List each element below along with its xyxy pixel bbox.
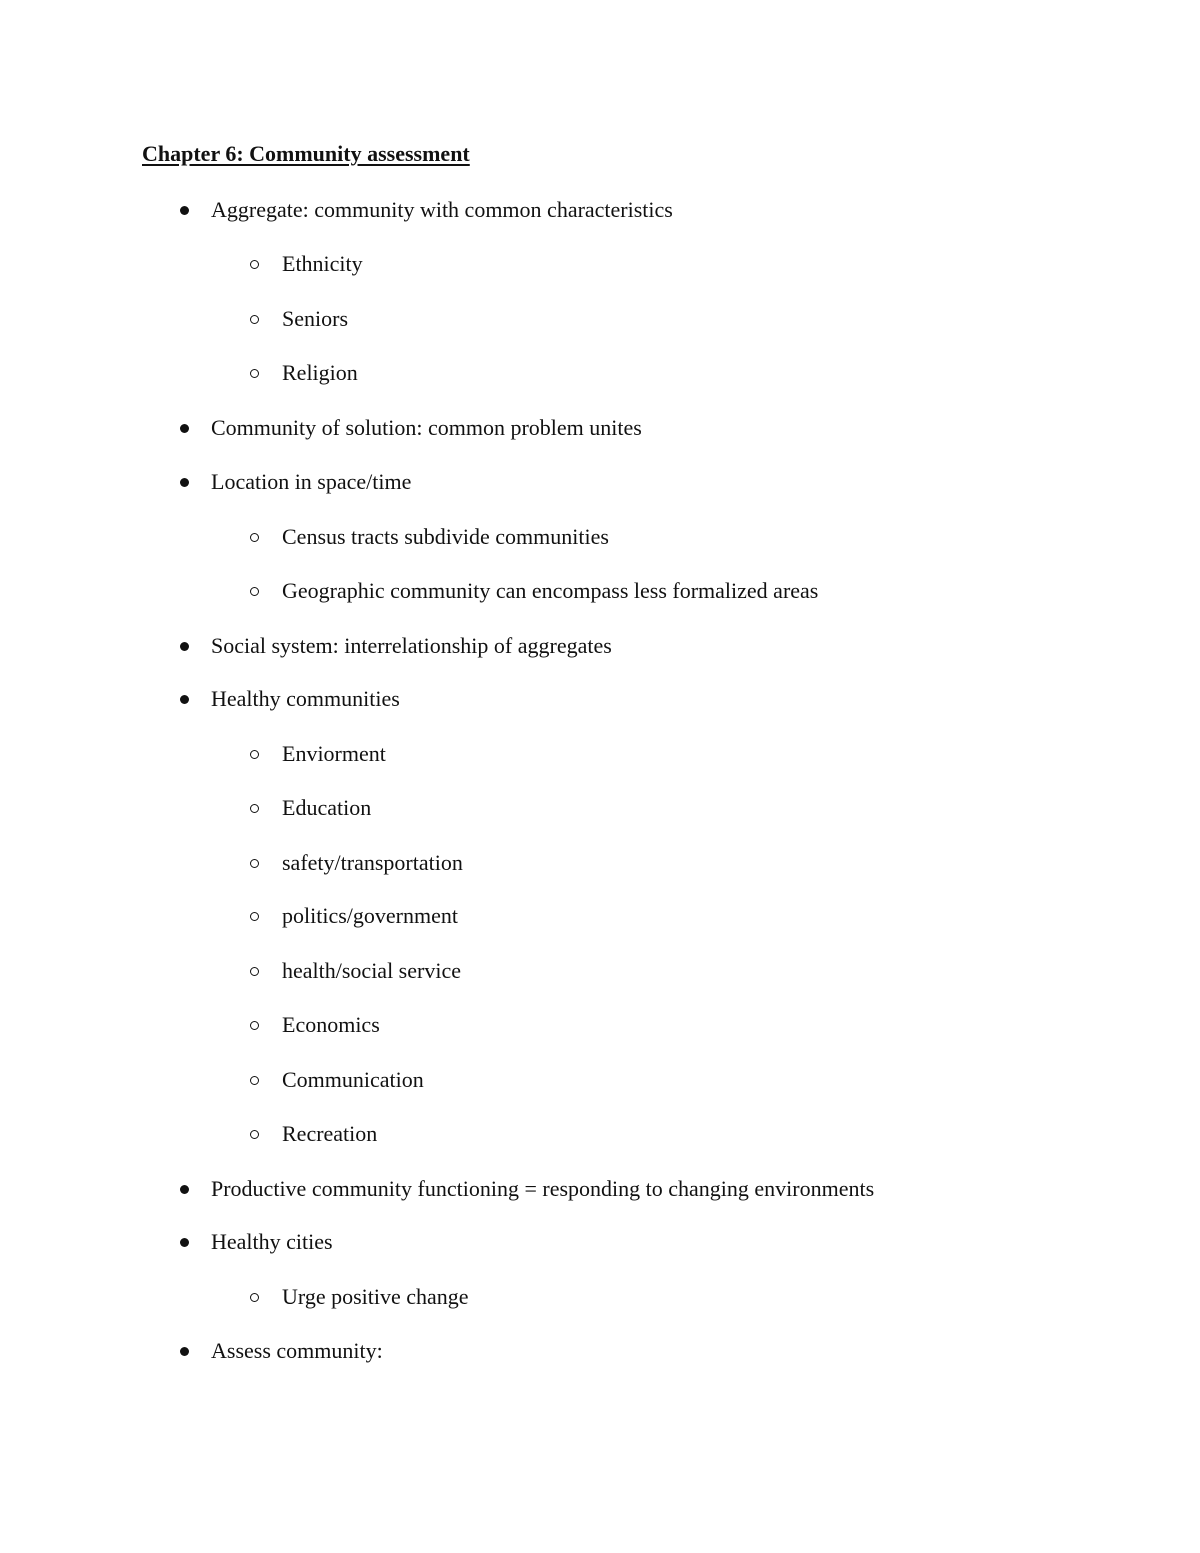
list-item-text: Urge positive change	[282, 1284, 469, 1309]
list-item-text: Communication	[282, 1067, 424, 1092]
hollow-bullet-icon	[250, 1010, 270, 1040]
list-item-text: Healthy communities	[211, 686, 400, 711]
hollow-bullet-icon	[250, 739, 270, 769]
list-item-text: Social system: interrelationship of aggregates	[211, 633, 612, 658]
hollow-bullet-icon	[250, 358, 270, 388]
list-item-text: Location in space/time	[211, 469, 412, 494]
list-item-text: Economics	[282, 1012, 380, 1037]
hollow-bullet-icon	[250, 956, 270, 986]
list-item-text: Enviorment	[282, 741, 386, 766]
list-item-text: Religion	[282, 360, 358, 385]
list-item-text: Seniors	[282, 306, 348, 331]
list-item-text: Aggregate: community with common characteristics	[211, 197, 673, 222]
hollow-bullet-icon	[250, 304, 270, 334]
filled-bullet-icon	[180, 195, 200, 225]
list-item-text: Education	[282, 795, 372, 820]
list-item-text: Census tracts subdivide communities	[282, 524, 609, 549]
list-item-text: safety/transportation	[282, 850, 463, 875]
list-item-text: Geographic community can encompass less formalized areas	[282, 578, 819, 603]
list-item-text: health/social service	[282, 958, 461, 983]
hollow-bullet-icon	[250, 1282, 270, 1312]
list-item-text: Community of solution: common problem unites	[211, 415, 642, 440]
filled-bullet-icon	[180, 631, 200, 661]
hollow-bullet-icon	[250, 522, 270, 552]
list-item-text: Healthy cities	[211, 1229, 333, 1254]
filled-bullet-icon	[180, 1336, 200, 1366]
list-item-text: politics/government	[282, 903, 458, 928]
filled-bullet-icon	[180, 467, 200, 497]
hollow-bullet-icon	[250, 793, 270, 823]
filled-bullet-icon	[180, 684, 200, 714]
filled-bullet-icon	[180, 1227, 200, 1257]
filled-bullet-icon	[180, 1174, 200, 1204]
list-item-text: Recreation	[282, 1121, 378, 1146]
hollow-bullet-icon	[250, 249, 270, 279]
hollow-bullet-icon	[250, 1119, 270, 1149]
hollow-bullet-icon	[250, 576, 270, 606]
list-item-text: Ethnicity	[282, 251, 363, 276]
page-title: Chapter 6: Community assessment	[142, 141, 470, 166]
filled-bullet-icon	[180, 413, 200, 443]
list-item-text: Productive community functioning = responding to changing environments	[211, 1176, 875, 1201]
hollow-bullet-icon	[250, 1065, 270, 1095]
hollow-bullet-icon	[250, 901, 270, 931]
list-item-text: Assess community:	[211, 1338, 383, 1363]
hollow-bullet-icon	[250, 848, 270, 878]
